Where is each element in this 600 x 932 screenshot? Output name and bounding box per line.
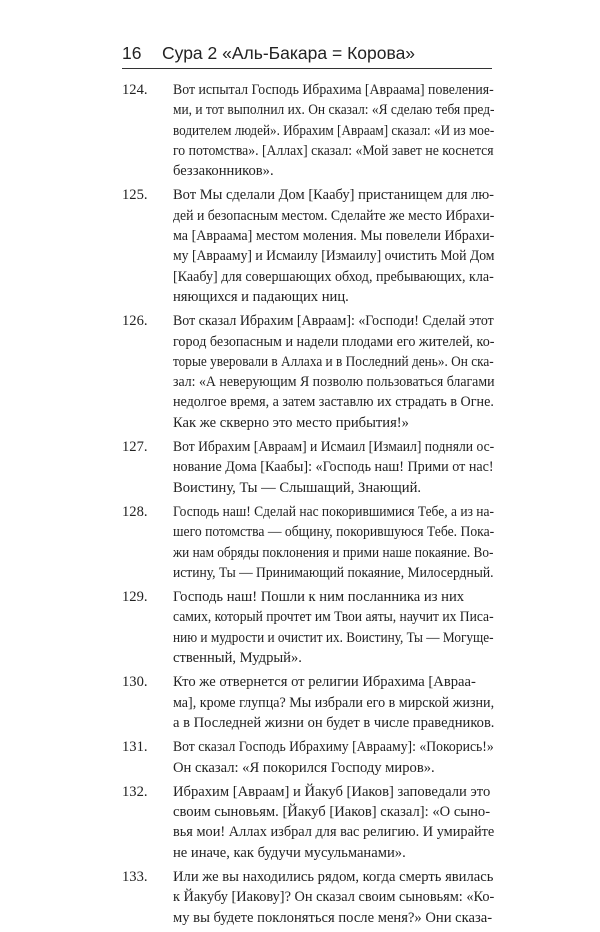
verse-line: истину, Ты — Принимающий покаяние, Милосердный.: [173, 564, 494, 581]
verse-line: Как же скверно это место прибытия!»: [173, 414, 409, 431]
verse-line: жи нам обряды поклонения и прими наше покаяние. Во-: [173, 544, 494, 561]
verse-line: Господь наш! Пошли к ним посланника из них: [173, 589, 465, 606]
verse-line: беззаконников».: [173, 163, 274, 180]
verse-line: Вот Мы сделали Дом [Каабу] пристанищем для лю-: [173, 187, 495, 204]
verse-line: не иначе, как будучи мусульманами».: [173, 844, 406, 861]
running-header: [122, 40, 492, 69]
verse: [122, 587, 494, 668]
verse-line: Воистину, Ты — Слышащий, Знающий.: [173, 479, 422, 496]
verse-line: шего потомства — общину, покорившуюся Тебе. Пока-: [173, 524, 495, 541]
verse-text: [173, 737, 494, 778]
verse-line: своим сыновьям. [Йакуб [Иаков] сказал]: «О сыно-: [173, 804, 491, 821]
verse-line: ма [Авраама] местом моления. Мы повелели Ибрахи-: [173, 228, 495, 245]
verse-line: недолгое время, а затем заставлю их страдать в Огне.: [173, 394, 494, 411]
running-title: Сура 2 «Аль-Бакара = Корова»: [162, 43, 416, 63]
verse-line: го потомства». [Аллах] сказал: «Мой завет не коснется: [173, 142, 494, 159]
page-number: 16: [122, 43, 142, 63]
verse-line: Он сказал: «Я покорился Господу миров».: [173, 759, 435, 776]
verse-line: нию и мудрости и очистит их. Воистину, Ты — Могуще-: [173, 629, 494, 646]
verse: [122, 867, 494, 928]
verse-line: Вот сказал Господь Ибрахиму [Аврааму]: «Покорись!»: [173, 739, 494, 756]
verse-line: город безопасным и надели плодами его жителей, ко-: [173, 333, 495, 350]
verse-text: [173, 437, 494, 498]
verse-line: [Каабу] для совершающих обход, пребывающих, кла-: [173, 268, 494, 285]
verse: [122, 437, 494, 498]
verse-number: 126.: [122, 313, 148, 330]
verse-line: Ибрахим [Авраам] и Йакуб [Иаков] заповедали это: [173, 783, 491, 800]
verse-line: Господь наш! Сделай нас покорившимися Тебе, а из на-: [173, 503, 495, 520]
verse-line: водителем людей». Ибрахим [Авраам] сказал: «И из мое-: [173, 122, 495, 139]
verse-text: [173, 782, 494, 863]
verse-number: 132.: [122, 783, 148, 800]
verse: [122, 80, 494, 181]
verse-line: няющихся и падающих ниц.: [173, 288, 349, 305]
verse-number: 131.: [122, 739, 148, 756]
verse-number: 130.: [122, 674, 148, 691]
verse-line: Или же вы находились рядом, когда смерть явилась: [173, 868, 494, 885]
verse-line: Вот испытал Господь Ибрахима [Авраама] повеления-: [173, 82, 494, 98]
verse-line: ма], кроме глупца? Мы избрали его в мирской жизни,: [173, 694, 495, 711]
verse-line: дей и безопасным местом. Сделайте же место Ибрахи-: [173, 207, 495, 224]
verse-number: 124.: [122, 82, 148, 98]
verse-number: 128.: [122, 503, 148, 520]
verse-line: а в Последней жизни он будет в числе праведников.: [173, 714, 495, 731]
verse-line: нование Дома [Каабы]: «Господь наш! Прими от нас!: [173, 459, 494, 476]
verse-line: к Йакубу [Иакову]? Он сказал своим сыновьям: «Ко-: [173, 889, 495, 906]
verse-text: [173, 867, 494, 928]
verse-line: му вы будете поклоняться после меня?» Они сказа-: [173, 909, 493, 926]
verse: [122, 502, 494, 583]
verse-line: ственный, Мудрый».: [173, 650, 302, 667]
verse-text: [173, 672, 494, 733]
verse-text: [173, 80, 494, 181]
verse-text: [173, 502, 494, 583]
verse: [122, 782, 494, 863]
verse-list: [122, 80, 494, 932]
verse-number: 133.: [122, 868, 148, 885]
verse-line: му [Аврааму] и Исмаилу [Измаилу] очистить Мой Дом: [173, 248, 495, 265]
verse-line: Кто же отвернется от религии Ибрахима [Авраа-: [173, 674, 476, 691]
verse-line: зал: «А неверующим Я позволю пользоваться благами: [173, 374, 495, 391]
verse-number: 129.: [122, 589, 148, 606]
verse-text: [173, 311, 494, 433]
verse-line: торые уверовали в Аллаха и в Последний день». Он ска-: [173, 353, 494, 370]
verse: [122, 185, 494, 307]
verse: [122, 311, 494, 433]
verse-number: 127.: [122, 439, 148, 456]
verse-line: Вот Ибрахим [Авраам] и Исмаил [Измаил] подняли ос-: [173, 439, 495, 456]
verse: [122, 737, 494, 778]
verse-line: ми, и тот выполнил их. Он сказал: «Я сделаю тебя пред-: [173, 102, 495, 119]
verse: [122, 672, 494, 733]
verse-line: вья мои! Аллах избрал для вас религию. И умирайте: [173, 824, 495, 841]
verse-text: [173, 185, 494, 307]
verse-line: Вот сказал Ибрахим [Авраам]: «Господи! Сделай этот: [173, 313, 494, 330]
verse-line: самих, который прочтет им Твои аяты, научит их Писа-: [173, 609, 494, 626]
verse-text: [173, 587, 494, 668]
verse-number: 125.: [122, 187, 148, 204]
